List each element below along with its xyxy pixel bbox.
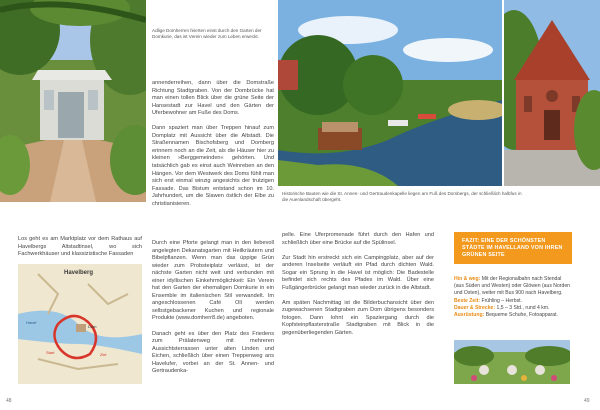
photo-river-houseboat xyxy=(278,0,502,186)
photo-garden-gazebo xyxy=(0,0,146,202)
paragraph: annenderreihen, dann über die Domstraße Richtung Stadtgraben. Von der Dombrücke hat man einen tollen Blick über die grüne Seite der Hansestadt zur Havel und den Gärten der Uferbewohner am Fuße des Doms. xyxy=(152,80,274,117)
info-row: Beste Zeit: Frühling – Herbst. xyxy=(454,297,522,304)
map-label-havel: Havel xyxy=(26,320,37,325)
fazit-box: FAZIT: EINE DER SCHÖNSTEN STÄDTE IM HAVELLAND VON IHREN GRÜNEN SEITE xyxy=(454,232,572,264)
column-left-text xyxy=(18,236,142,259)
page-number-right: 49 xyxy=(584,398,590,404)
map-havelberg xyxy=(18,264,142,384)
info-row: Ausrüstung: Bequeme Schuhe, Fotoapparat. xyxy=(454,312,558,319)
column-2-top xyxy=(152,80,274,208)
photo-brick-chapel xyxy=(504,0,600,186)
paragraph: Danach geht es über den Platz des Friedens zum Prälatenweg mit mehreren Aussichtsterrassen unter alten Linden und Eichen, schließlich über einen Treppenweg ans Havelufer, vorbei an der St. Annen- und Gertraudenka- xyxy=(152,330,274,375)
map-label-start: Start xyxy=(46,350,55,355)
paragraph: pelle. Eine Uferpromenade führt durch den Hafen und schließlich über eine Brücke auf die Spülinsel. xyxy=(282,232,434,246)
map-label-dom: Dom xyxy=(88,324,97,329)
paragraph: Los geht es am Marktplatz vor dem Rathaus auf Havelbergs Altstadtinsel, wo sich Fachwerkhäuser und klassizistische Fassaden xyxy=(18,236,142,258)
info-block xyxy=(454,276,572,319)
map-title: Havelberg xyxy=(64,270,94,276)
caption-chapel: Historische Bauten wie die St. Annen- und Gertraudenkapelle liegen am Fuß des Dombergs, der schließlich halbfus in die Auenlandschaft übergeht. xyxy=(282,191,522,202)
photo-garden-flowers xyxy=(454,340,570,384)
info-row: Dauer & Strecke: 1,5 – 3 Std., rund 4 km. xyxy=(454,304,550,311)
paragraph: Am späten Nachmittag ist die Bilderbuchansicht über den zugewachsenen Stadtgraben zum Dom übrigens besonders fotogen. Dann lohnt ein Spaziergang durch die Kopfsteinpflasterstraße Stadtgraben mit Blick in die gegenüberliegenden Gärten. xyxy=(282,299,434,337)
column-2-bottom xyxy=(152,240,274,376)
caption-garden: Adlige Domherren feierten einst durch den Garten der Domkurie, das ist Verein wieder zum Leben erweckt. xyxy=(152,28,262,39)
paragraph: Zur Stadt hin erstreckt sich ein Campingplatz, aber auf der anderen Inselseite verläuft ein Pfad durch dichten Wald. Sogar ein Sprung in die Havel ist möglich: Die Badestelle befindet sich rechts des Pfades im Wald. Über eine Fußgängerbrücke gelangt man wieder zurück in die Altstadt. xyxy=(282,254,434,291)
page-number-left: 48 xyxy=(6,398,12,404)
map-label-ziel: Ziel xyxy=(100,352,107,357)
paragraph: Dann spaziert man über Treppen hinauf zum Domplatz mit Aussicht über die Altstadt. Die Straßennamen Bischofsberg und Domberg erinnern noch an die Zeit, als die Häuser hier zu kleinen »Berggemeinden« gehörten. Und tatsächlich gab es einst auch Weinreben an den Hängen. Vor dem Westwerk des Doms fühlt man sich erst einmal winzig angesichts der trutzigen Fassade. Das Bistum entstand schon im 10. Jahrhundert, um die Slawen östlich der Elbe zu christianisieren. xyxy=(152,125,274,207)
paragraph: Durch eine Pforte gelangt man in den liebevoll angelegten Dekanatsgarten mit Heilkräutern und Bibelpflanzen. Wenn man das üppige Grün wieder zum Probsteiplatz verlässt, ist der nächste Garten nicht weit und verbunden mit einer idyllischen Einkehrmöglichkeit: Ein Verein hat den Garten der ehemaligen Domkurie in ein Ensemble im italienischen Stil verwandelt. Im angeschlossenen Café Oll werden selbstgebackener Kuchen und regionale Produkte (www.domherr8.de) angeboten. xyxy=(152,240,274,322)
column-3-text xyxy=(282,232,434,338)
info-row: Hin & weg: Mit der Regionalbahn nach Stendal (aus Süden und Westen) oder Glöwen (aus Norden und Osten), weiter mit Bus 900 nach Havelberg. xyxy=(454,276,570,297)
